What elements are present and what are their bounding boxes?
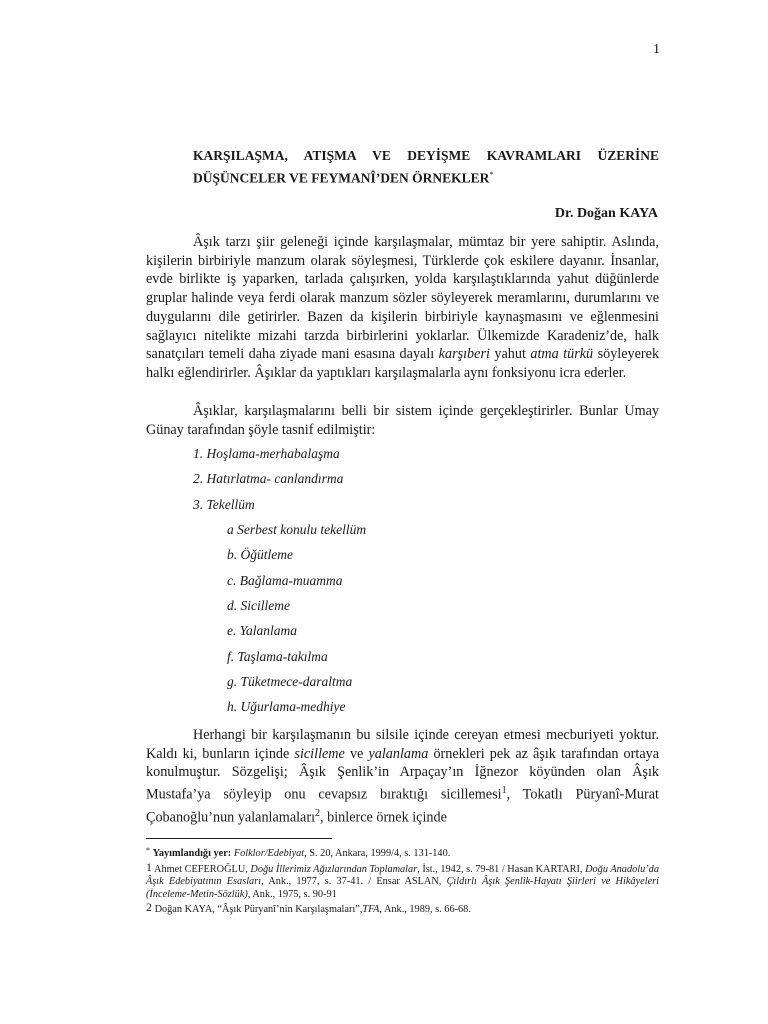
page-number: 1 [653, 42, 660, 57]
sub-list-item: h. Uğurlama-medhiye [227, 699, 346, 714]
title-footnote-mark[interactable]: * [489, 170, 494, 179]
paragraph-classification-intro: Âşıklar, karşılaşmalarını belli bir sistem içinde gerçekleştirirler. Bunlar Umay Günay tarafından şöyle tasnif edilmiştir: [146, 403, 659, 438]
footnotes-section [146, 845, 659, 917]
paragraph-intro: Âşık tarzı şiir geleneği içinde karşılaşmalar, mümtaz bir yere sahiptir. Aslında, kişilerin birbiriyle manzum olarak söyleşmesi, Türklerde çok eskilere dayanır. İnsanlar, evde birlikte iş yaparken, tarlada çalışırken, yolda karşılaştıklarında yahut düğünlerde gruplar halinde veya ferdi olarak manzum sözler söyleyerek meramlarını, durumlarını ve duygularını dile getirirler. Bazen da kişilerin birbiriyle kaynaşmasını ve eğlenmesini sağlayıcı nitelikte mizahi tarzda birbirlerini yoklarlar. Ülkemizde Karadeniz’de, halk sanatçıları temeli daha ziyade mani esasına dayalı karşıberi yahut atma türkü söyleyerek halkı eğlendirirler. Âşıklar da yaptıkları karşılaşmalarla aynı fonksiyonu icra ederler. [146, 234, 660, 381]
sub-list-item: f. Taşlama-takılma [227, 649, 328, 664]
sub-list-item: b. Öğütleme [227, 547, 293, 562]
article-title [193, 146, 659, 188]
sub-list-item: g. Tüketmece-daraltma [227, 674, 353, 689]
list-item: 1. Hoşlama-merhabalaşma [193, 446, 340, 461]
list-item: 2. Hatırlatma- canlandırma [193, 471, 344, 486]
footnote-ref-1[interactable]: 1 [501, 785, 507, 797]
footnote-1: 1 Ahmet CEFEROĞLU, Doğu İllerimiz Ağızlarından Toplamalar, İst., 1942, s. 79-81 / Hasan KARTARI, Doğu Anadolu’da Âşık Edebiyatının Esasları, Ank., 1977, s. 37-41. / Ensar ASLAN, Çıldırlı Âşık Şenlik-Hayatı Şiirleri ve Hikâyeleri (İnceleme-Metin-Sözlük), Ank., 1975, s. 90-91 [146, 859, 660, 900]
article-title-text: KARŞILAŞMA, ATIŞMA VE DEYİŞME KAVRAMLARI ÜZERİNE DÜŞÜNCELER VE FEYMANÎ’DEN ÖRNEKLER [193, 148, 659, 186]
sub-list-item: c. Bağlama-muamma [227, 573, 343, 588]
footnote-separator [146, 838, 332, 839]
sub-list-item: d. Sicilleme [227, 598, 290, 613]
sub-list-item: e. Yalanlama [227, 623, 298, 638]
footnote-2: 2 Doğan KAYA, “Âşık Püryanî’nin Karşılaşmaları”,TFA, Ank., 1989, s. 66-68. [146, 900, 471, 916]
footnote-ref-2[interactable]: 2 [315, 807, 321, 819]
footnote-star: * Yayımlandığı yer: Folklor/Edebiyat, S. 20, Ankara, 1999/4, s. 131-140. [146, 846, 451, 859]
term-sicilleme: sicilleme [294, 745, 345, 762]
term-karsiberi: karşıberi [438, 346, 490, 363]
term-atma-turku: atma türkü [530, 346, 594, 363]
list-item: 3. Tekellüm [193, 497, 255, 512]
sub-list-item: a Serbest konulu tekellüm [227, 522, 367, 537]
term-yalanlama: yalanlama [368, 745, 429, 762]
paragraph-discussion: Herhangi bir karşılaşmanın bu silsile içinde cereyan etmesi mecburiyeti yoktur. Kaldı ki, bunların içinde sicilleme ve yalanlama örnekleri pek az âşık tarafından ortaya konulmuştur. Sözgelişi; Âşık Şenlik’in Arpaçay’ın İğnezor köyünden olan Âşık Mustafa’ya söyleyip onu cevapsız bıraktığı sicillemesi$^1$, Tokatlı Püryanî-Murat Çobanoğlu’nun yalanlamaları$^2$, binlerce örnek içinde [146, 727, 660, 826]
author-name: Dr. Doğan KAYA [554, 206, 658, 221]
